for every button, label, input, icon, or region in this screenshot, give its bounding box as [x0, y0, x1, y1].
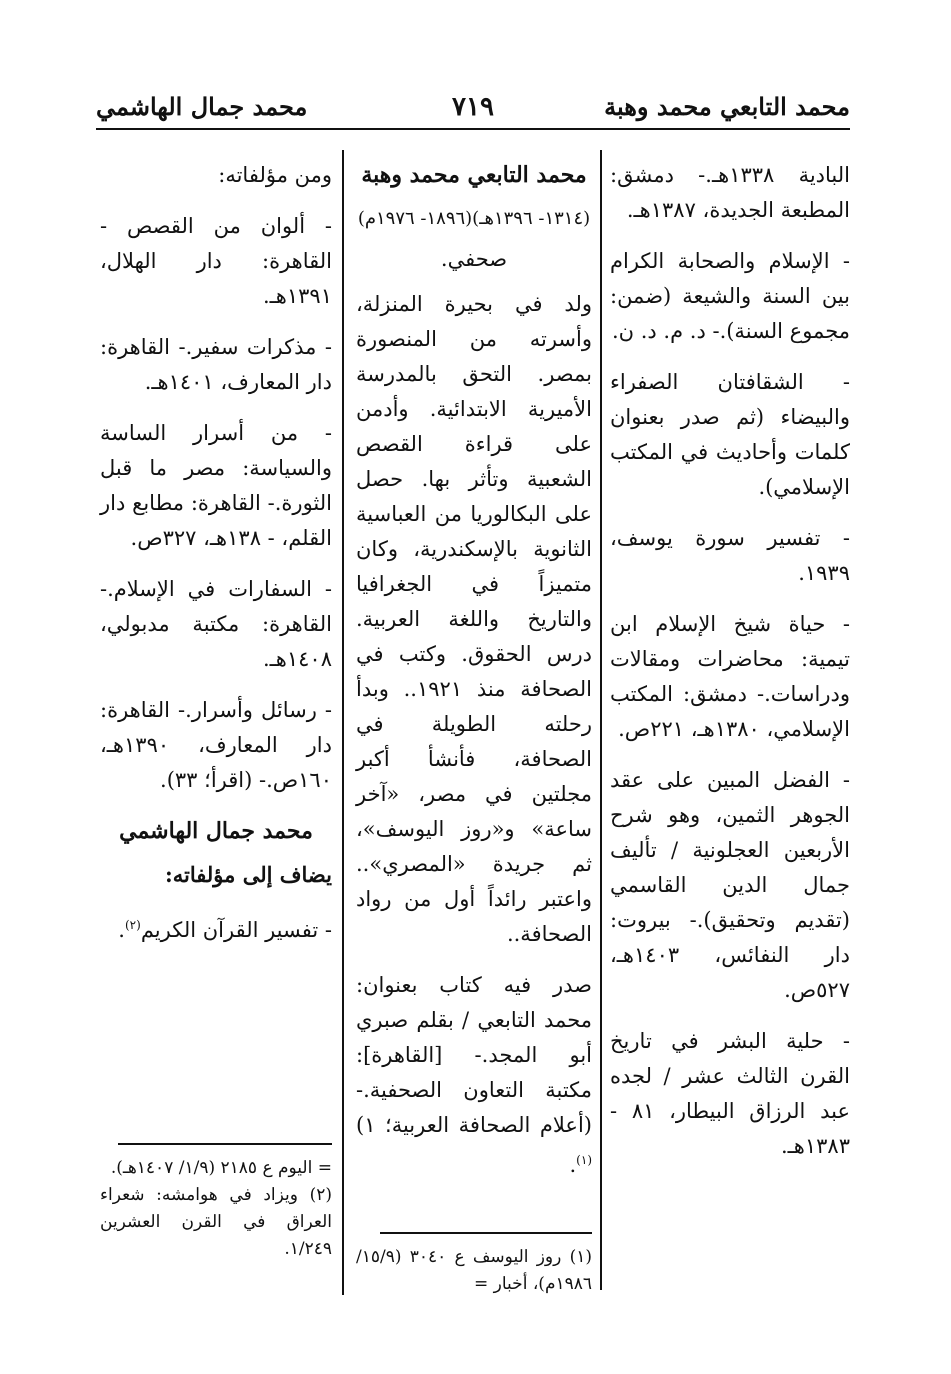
footnote-separator-left [118, 1143, 332, 1145]
list-item: - رسائل وأسرار.- القاهرة: دار المعارف، ١٣٩٠هـ، ١٦٠ص.- (اقرأ؛ ٣٣). [100, 698, 332, 792]
header-right-title: محمد التابعي محمد وهبة [604, 92, 850, 121]
column-left [100, 158, 332, 964]
entry-dates: (١٣١٤- ١٣٩٦هـ)(١٨٩٦- ١٩٧٦م) [357, 208, 591, 229]
works-intro: ومن مؤلفاته: [218, 163, 332, 187]
page-number: ٧١٩ [452, 92, 494, 122]
list-item: - السفارات في الإسلام.- القاهرة: مكتبة مدبولي، ١٤٠٨هـ. [100, 577, 332, 671]
column-middle [356, 158, 592, 1199]
footnotes-left [100, 1155, 332, 1263]
book-reference: صدر فيه كتاب بعنوان: محمد التابعي / بقلم صبري أبو المجد.- [القاهرة]: مكتبة التعاون الصحفية.- (أعلام الصحافة العربية؛ ١)$^{(١)}$. [356, 973, 592, 1177]
list-item: - تفسير القرآن الكريم$^{(٢)}$. [118, 918, 332, 942]
biography-text: ولد في بحيرة المنزلة، وأسرته من المنصورة بمصر. التحق بالمدرسة الأميرية الابتدائية. وأدمن على قراءة القصص الشعبية وتأثر بها. حصل على البكالوريا من العباسية الثانوية بالإسكندرية، وكان متميزاً في الجغرافيا والتاريخ واللغة العربية. درس الحقوق. وكتب في الصحافة منذ ١٩٢١.. وبدأ رحلته الطويلة في الصحافة، فأنشأ أكبر مجلتين في مصر، «آخر ساعة» و«روز اليوسف»، ثم جريدة «المصري».. واعتبر رائداً أول من رواد الصحافة.. [356, 292, 592, 946]
list-item: - ألوان من القصص - القاهرة: دار الهلال، ١٣٩١هـ. [100, 214, 332, 308]
footnote-separator-middle [380, 1232, 592, 1234]
list-item: - الإسلام والصحابة الكرام بين السنة والشيعة (ضمن: مجموع السنة).- د. م. د. ن. [610, 249, 850, 343]
list-item: - من أسرار الساسة والسياسة: مصر ما قبل الثورة.- القاهرة: مطابع دار القلم، - ١٣٨هـ، ٣٢٧ص. [100, 421, 332, 550]
list-item-text: - تفسير القرآن الكريم [140, 918, 332, 942]
running-header [96, 88, 850, 130]
column-right [610, 158, 850, 1180]
column-divider-left [342, 150, 344, 1295]
entry-name-heading-2: محمد جمال الهاشمي [119, 818, 313, 844]
list-item: - حلية البشر في تاريخ القرن الثالث عشر / لجده عبد الرزاق البيطار، ٨١ - ١٣٨٣هـ. [610, 1029, 850, 1158]
list-item: - مذكرات سفير.- القاهرة: دار المعارف، ١٤٠١هـ. [100, 335, 332, 394]
book-reference-text: صدر فيه كتاب بعنوان: محمد التابعي / بقلم صبري أبو المجد.- [القاهرة]: مكتبة التعاون الصحفية.- (أعلام الصحافة العربية؛ ١) [356, 973, 592, 1137]
list-item: البادية ١٣٣٨هـ.- دمشق: المطبعة الجديدة، ١٣٨٧هـ. [610, 163, 850, 222]
list-item: - تفسير سورة يوسف، ١٩٣٩. [610, 526, 850, 585]
additions-intro: يضاف إلى مؤلفاته: [165, 862, 332, 887]
column-divider-right [600, 150, 602, 1290]
footnote-continued: = اليوم ع ٢١٨٥ (١/٩/ ١٤٠٧هـ). [110, 1158, 332, 1178]
list-item: - الشقافتان الصفراء والبيضاء (ثم صدر بعنوان كلمات وأحاديث في المكتب الإسلامي). [610, 370, 850, 499]
entry-name-heading: محمد التابعي محمد وهبة [361, 162, 587, 188]
list-item: - حياة شيخ الإسلام ابن تيمية: محاضرات ومقالات ودراسات.- دمشق: المكتب الإسلامي، ١٣٨٠هـ، ٢٢١ص. [610, 612, 850, 741]
footnote-marker: (١) [576, 1153, 592, 1167]
header-left-title: محمد جمال الهاشمي [96, 92, 308, 121]
footnote-middle: (١) روز اليوسف ع ٣٠٤٠ (١٥/٩/ ١٩٨٦م)، أخبار = [356, 1247, 592, 1294]
entry-occupation: صحفي. [440, 247, 508, 271]
footnote-2: (٢) ويزاد في هوامشه: شعراء العراق في القرن العشرين ١/٢٤٩. [100, 1185, 332, 1259]
list-item: - الفضل المبين على عقد الجوهر الثمين، وهو شرح الأربعين العجلونية / تأليف جمال الدين القاسمي (تقديم وتحقيق).- بيروت: دار النفائس، ١٤٠٣هـ، ٥٢٧ص. [610, 768, 850, 1002]
footnote-marker: (٢) [124, 918, 141, 932]
